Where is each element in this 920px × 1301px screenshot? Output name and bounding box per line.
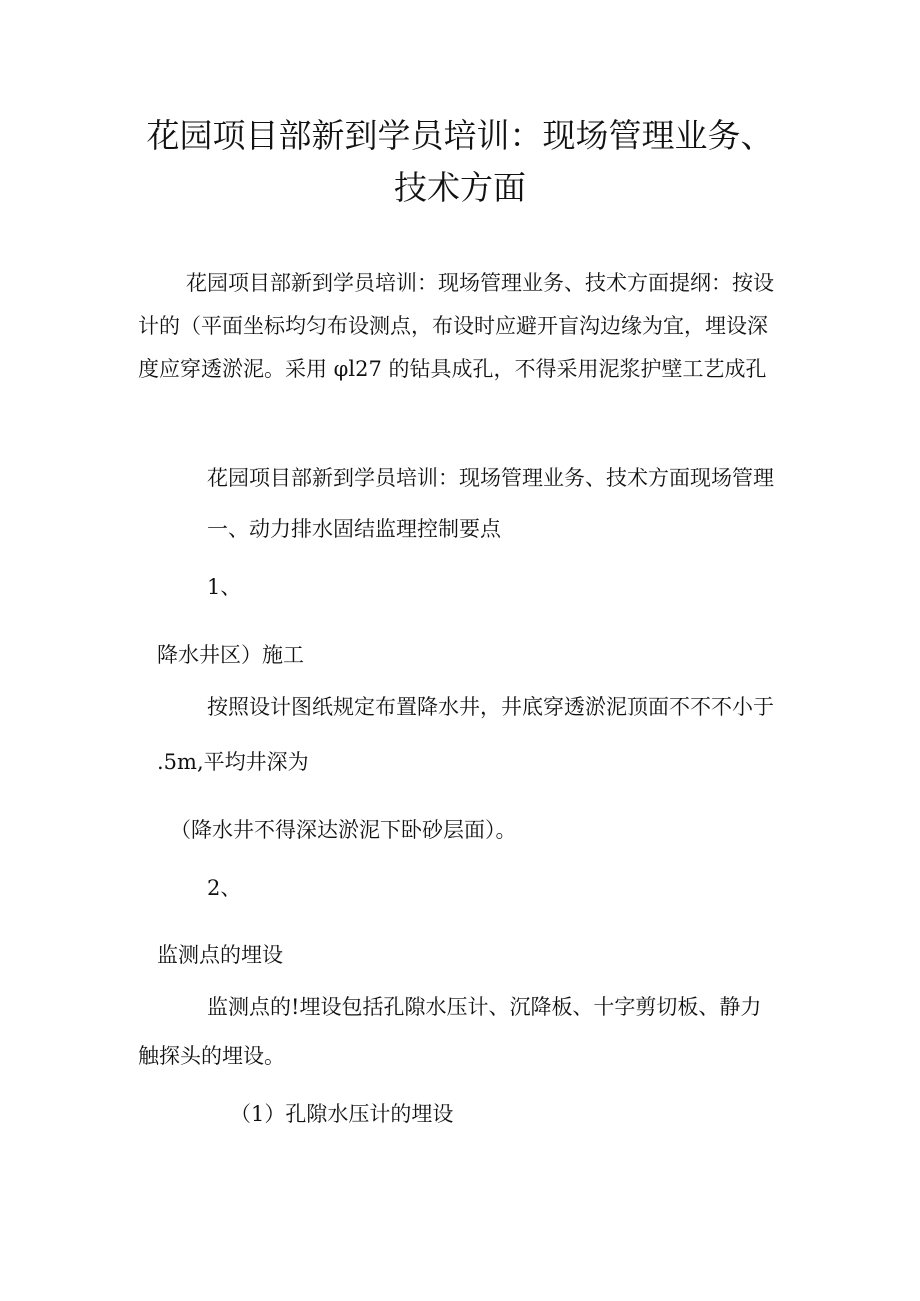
heading-1: 一、动力排水固结监理控制要点: [207, 517, 501, 541]
item-1-number: 1、: [207, 575, 242, 599]
item-1-body: 按照设计图纸规定布置降水井，井底穿透淤泥顶面不不不小于: [207, 695, 774, 719]
item-2-number: 2、: [207, 876, 242, 900]
item-1-note: （降水井不得深达淤泥下卧砂层面）。: [170, 818, 517, 842]
item-2-body: 监测点的!埋设包括孔隙水压计、沉降板、十字剪切板、静力: [207, 995, 762, 1019]
item-1-body-continued: .5m,平均井深为: [157, 750, 309, 774]
item-2-body-continued: 触探头的埋设。: [138, 1044, 285, 1068]
sub-item-1: （1）孔隙水压计的埋设: [230, 1102, 454, 1126]
intro-line-3: 度应穿透淤泥。采用 φl27 的钻具成孔，不得采用泥浆护壁工艺成孔: [138, 357, 767, 381]
item-2-title: 监测点的埋设: [157, 943, 283, 967]
intro-line-2: 计的（平面坐标均匀布设测点，布设时应避开盲沟边缘为宜，埋设深: [138, 314, 768, 338]
document-title-line-1: 花园项目部新到学员培训：现场管理业务、: [146, 116, 774, 155]
intro-line-1: 花园项目部新到学员培训：现场管理业务、技术方面提纲：按设: [186, 271, 774, 295]
item-1-title: 降水井区）施工: [157, 643, 304, 667]
intro-paragraph: [138, 262, 788, 391]
section-heading: 花园项目部新到学员培训：现场管理业务、技术方面现场管理: [207, 466, 774, 490]
document-title-line-2: 技术方面: [394, 168, 526, 207]
